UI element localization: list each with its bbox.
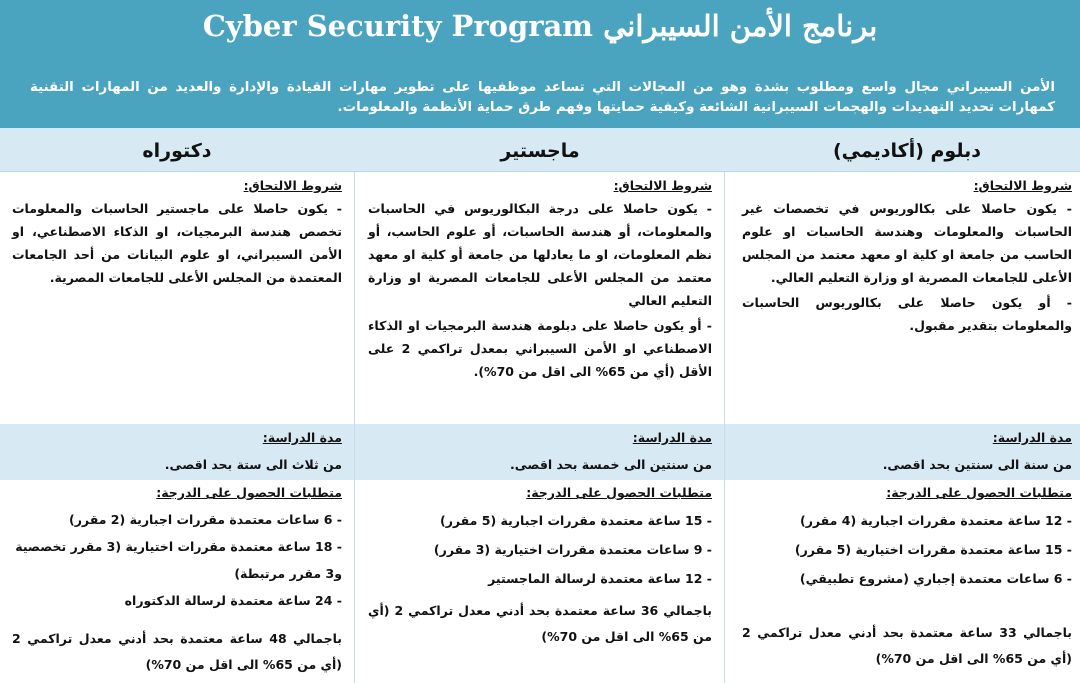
admission-label-diploma: شروط الالتحاق: [973,178,1072,193]
requirement-item: - 9 ساعات معتمدة مقررات اختيارية (3 مقرر) [433,542,712,557]
admission-text-master [368,197,712,385]
requirement-item: - 15 ساعة معتمدة مقررات اجبارية (5 مقرر) [439,513,712,528]
duration-text-master: من سنتين الى خمسة بحد اقصى. [509,457,712,472]
program-name-doctorate: دكتوراه [142,140,212,162]
duration-label-diploma: مدة الدراسة: [992,430,1072,445]
requirement-item: - 6 ساعات معتمدة إجباري (مشروع تطبيقي) [799,571,1072,586]
intro-paragraph: الأمن السيبراني مجال واسع ومطلوب بشدة وهو من المجالات التي تساعد موظفيها على تطوير مهارات القيادة والإدارة والعديد من المهارات التقنية كمهارات تحديد التهديدات والهجمات السيبرانية الشائعة وكيفية حمايتها وفهم طرق حماية الأنظمة والمعلومات. [30,80,1055,115]
requirements-label-diploma: متطلبات الحصول على الدرجة: [886,485,1072,500]
requirements-list-doctorate [12,506,342,614]
requirement-item: - 24 ساعة معتمدة لرسالة الدكتوراه [124,593,342,608]
duration-label-master: مدة الدراسة: [632,430,712,445]
duration-text-doctorate: من ثلاث الى ستة بحد اقصى. [164,457,342,472]
admission-item: - يكون حاصلا على بكالوريوس في تخصصات غير الحاسبات والمعلومات وهندسة الحاسبات او علوم الحاسب من جامعة او كلية او معهد معتمد من المجلس الأعلى للجامعات المصرية او وزارة التعليم العالي. [742,201,1072,285]
requirement-item: - 18 ساعة معتمدة مقررات اختيارية (3 مقرر تخصصية و3 مقرر مرتبطة) [15,539,342,581]
admission-item: - يكون حاصلا على ماجستير الحاسبات والمعلومات تخصص هندسة البرمجيات، او الذكاء الاصطناعي، او الأمن السيبراني، او علوم البيانات من أحد الجامعات المعتمدة من المجلس الأعلى للجامعات المصرية. [12,201,342,285]
requirements-label-master: متطلبات الحصول على الدرجة: [526,485,712,500]
admission-text-doctorate [12,197,342,291]
requirement-item: - 6 ساعات معتمدة مقررات اجبارية (2 مقرر) [69,512,342,527]
admission-text-diploma [742,197,1072,339]
requirements-total-master: باجمالي 36 ساعة معتمدة بحد أدني معدل تراكمي 2 (أي من 65% الى اقل من 70%) [368,603,713,644]
requirements-list-master [368,506,712,593]
column-divider [724,172,725,683]
admission-item: - يكون حاصلا على درجة البكالوريوس في الحاسبات والمعلومات، أو هندسة الحاسبات، أو علوم الحاسب، أو نظم المعلومات، او ما يعادلها من جامعة أو كلية او معهد معتمد من المجلس الأعلى للجامعات المصرية او وزارة التعليم العالي [368,201,712,308]
duration-label-doctorate: مدة الدراسة: [262,430,342,445]
requirements-total-diploma: باجمالي 33 ساعة معتمدة بحد أدني معدل تراكمي 2 (أي من 65% الى اقل من 70%) [742,625,1072,666]
header-banner [0,0,1080,128]
page-title: برنامج الأمن السيبراني Cyber Security Program [202,9,878,43]
admission-item: - أو يكون حاصلا على دبلومة هندسة البرمجيات او الذكاء الاصطناعي او الأمن السيبراني بمعدل تراكمي 2 على الأقل (أي من 65% الى اقل من 70%). [368,318,713,379]
admission-label-master: شروط الالتحاق: [613,178,712,193]
requirement-item: - 12 ساعة معتمدة لرسالة الماجستير [488,571,712,586]
duration-text-diploma: من سنة الى سنتين بحد اقصى. [882,457,1072,472]
requirement-item: - 15 ساعة معتمدة مقررات اختيارية (5 مقرر) [794,542,1072,557]
admission-label-doctorate: شروط الالتحاق: [243,178,342,193]
column-divider [354,172,355,683]
admission-item: - أو يكون حاصلا على بكالوريوس الحاسبات والمعلومات بتقدير مقبول. [742,295,1072,333]
requirements-total-doctorate: باجمالي 48 ساعة معتمدة بحد أدني معدل تراكمي 2 (أي من 65% الى اقل من 70%) [12,631,342,672]
requirements-label-doctorate: متطلبات الحصول على الدرجة: [156,485,342,500]
requirements-list-diploma [742,506,1072,593]
program-name-diploma: دبلوم (أكاديمي) [832,140,981,162]
program-name-master: ماجستير [500,140,580,162]
requirement-item: - 12 ساعة معتمدة مقررات اجبارية (4 مقرر) [799,513,1072,528]
